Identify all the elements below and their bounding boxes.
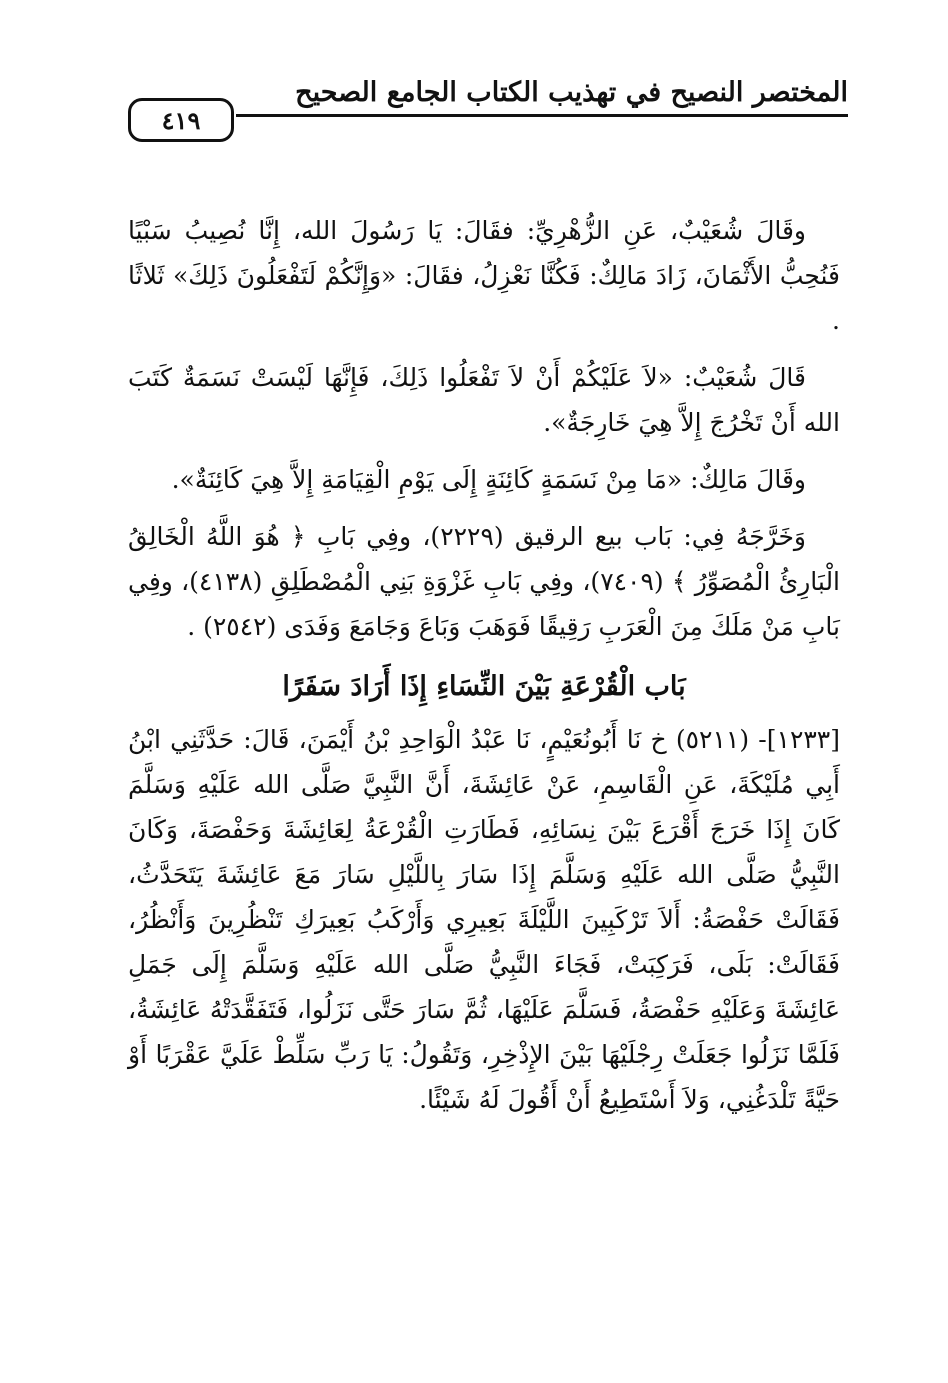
- paragraph: وقَالَ مَالِكٌ: «مَا مِنْ نَسَمَةٍ كَائِنَةٍ إِلَى يَوْمِ الْقِيَامَةِ إِلاَّ هِيَ كَائِنَةٌ».: [171, 465, 806, 494]
- header-rule: [236, 114, 848, 117]
- paragraph: وَخَرَّجَهُ فِي: بَاب بيع الرقيق (٢٢٢٩)، وفِي بَابِ ﴿ هُوَ اللَّهُ الْخَالِقُ الْبَارِئُ الْمُصَوِّرُ ﴾ (٧٤٠٩)، وفِي بَابِ غَزْوَةِ بَنِي الْمُصْطَلِقِ (٤١٣٨)، وفِي بَابِ مَنْ مَلَكَ مِنَ الْعَرَبِ رَقِيقًا فَوَهَبَ وَبَاعَ وَجَامَعَ وَفَدَى (٢٥٤٢) .: [128, 522, 841, 641]
- hadith-text: [١٢٣٣]- (٥٢١١) خ نَا أَبُونُعَيْمٍ، نَا عَبْدُ الْوَاحِدِ بْنُ أَيْمَنَ، قَالَ: حَدَّثَنِي ابْنُ أَبِي مُلَيْكَةَ، عَنِ الْقَاسِمِ، عَنْ عَائِشَةَ، أَنَّ النَّبِيَّ صَلَّى الله عَلَيْهِ وَسَلَّمَ كَانَ إِذَا خَرَجَ أَقْرَعَ بَيْنَ نِسَائِهِ، فَطَارَتِ الْقُرْعَةُ لِعَائِشَةَ وَحَفْصَةَ، وَكَانَ النَّبِيُّ صَلَّى الله عَلَيْهِ وَسَلَّمَ إِذَا سَارَ بِاللَّيْلِ سَارَ مَعَ عَائِشَةَ يَتَحَدَّثُ، فَقَالَتْ حَفْصَةُ: أَلاَ تَرْكَبِينَ اللَّيْلَةَ بَعِيرِي وَأَرْكَبُ بَعِيرَكِ تَنْظُرِينَ وَأَنْظُرُ، فَقَالَتْ: بَلَى، فَرَكِبَتْ، فَجَاءَ النَّبِيُّ صَلَّى الله عَلَيْهِ وَسَلَّمَ إِلَى جَمَلِ عَائِشَةَ وَعَلَيْهِ حَفْصَةُ، فَسَلَّمَ عَلَيْهَا، ثُمَّ سَارَ حَتَّى نَزَلُوا، فَتَفَقَّدَتْهُ عَائِشَةُ، فَلَمَّا نَزَلُوا جَعَلَتْ رِجْلَيْهَا بَيْنَ الإِذْخِرِ، وَتَقُولُ: يَا رَبِّ سَلِّطْ عَلَيَّ عَقْرَبًا أَوْ حَيَّةً تَلْدَغُنِي، وَلاَ أَسْتَطِيعُ أَنْ أَقُولَ لَهُ شَيْئًا.: [128, 725, 840, 1114]
- paragraph: وقَالَ شُعَيْبٌ، عَنِ الزُّهْرِيِّ: فقَالَ: يَا رَسُولَ الله، إِنَّا نُصِيبُ سَبْيًا فَنُحِبُّ الأَثْمَانَ، زَادَ مَالِكٌ: فَكُنَّا نَعْزِلُ، فقَالَ: «وَإِنَّكُمْ لَتَفْعَلُونَ ذَلِكَ» ثَلاثًا .: [128, 216, 840, 335]
- page-number: ٤١٩: [161, 105, 201, 135]
- chapter-title: بَاب الْقُرْعَةِ بَيْنَ النِّسَاءِ إِذَا أَرَادَ سَفَرًا: [282, 671, 686, 702]
- book-title: المختصر النصيح في تهذيب الكتاب الجامع الصحيح: [295, 77, 848, 108]
- page-number-box: [128, 98, 234, 142]
- paragraph: قَالَ شُعَيْبٌ: «لاَ عَلَيْكُمْ أَنْ لاَ تَفْعَلُوا ذَلِكَ، فَإِنَّهَا لَيْسَتْ نَسَمَةٌ كَتَبَ الله أَنْ تَخْرُجَ إِلاَّ هِيَ خَارِجَةٌ».: [128, 363, 840, 437]
- page-body: [128, 208, 840, 1122]
- running-header: [128, 72, 848, 152]
